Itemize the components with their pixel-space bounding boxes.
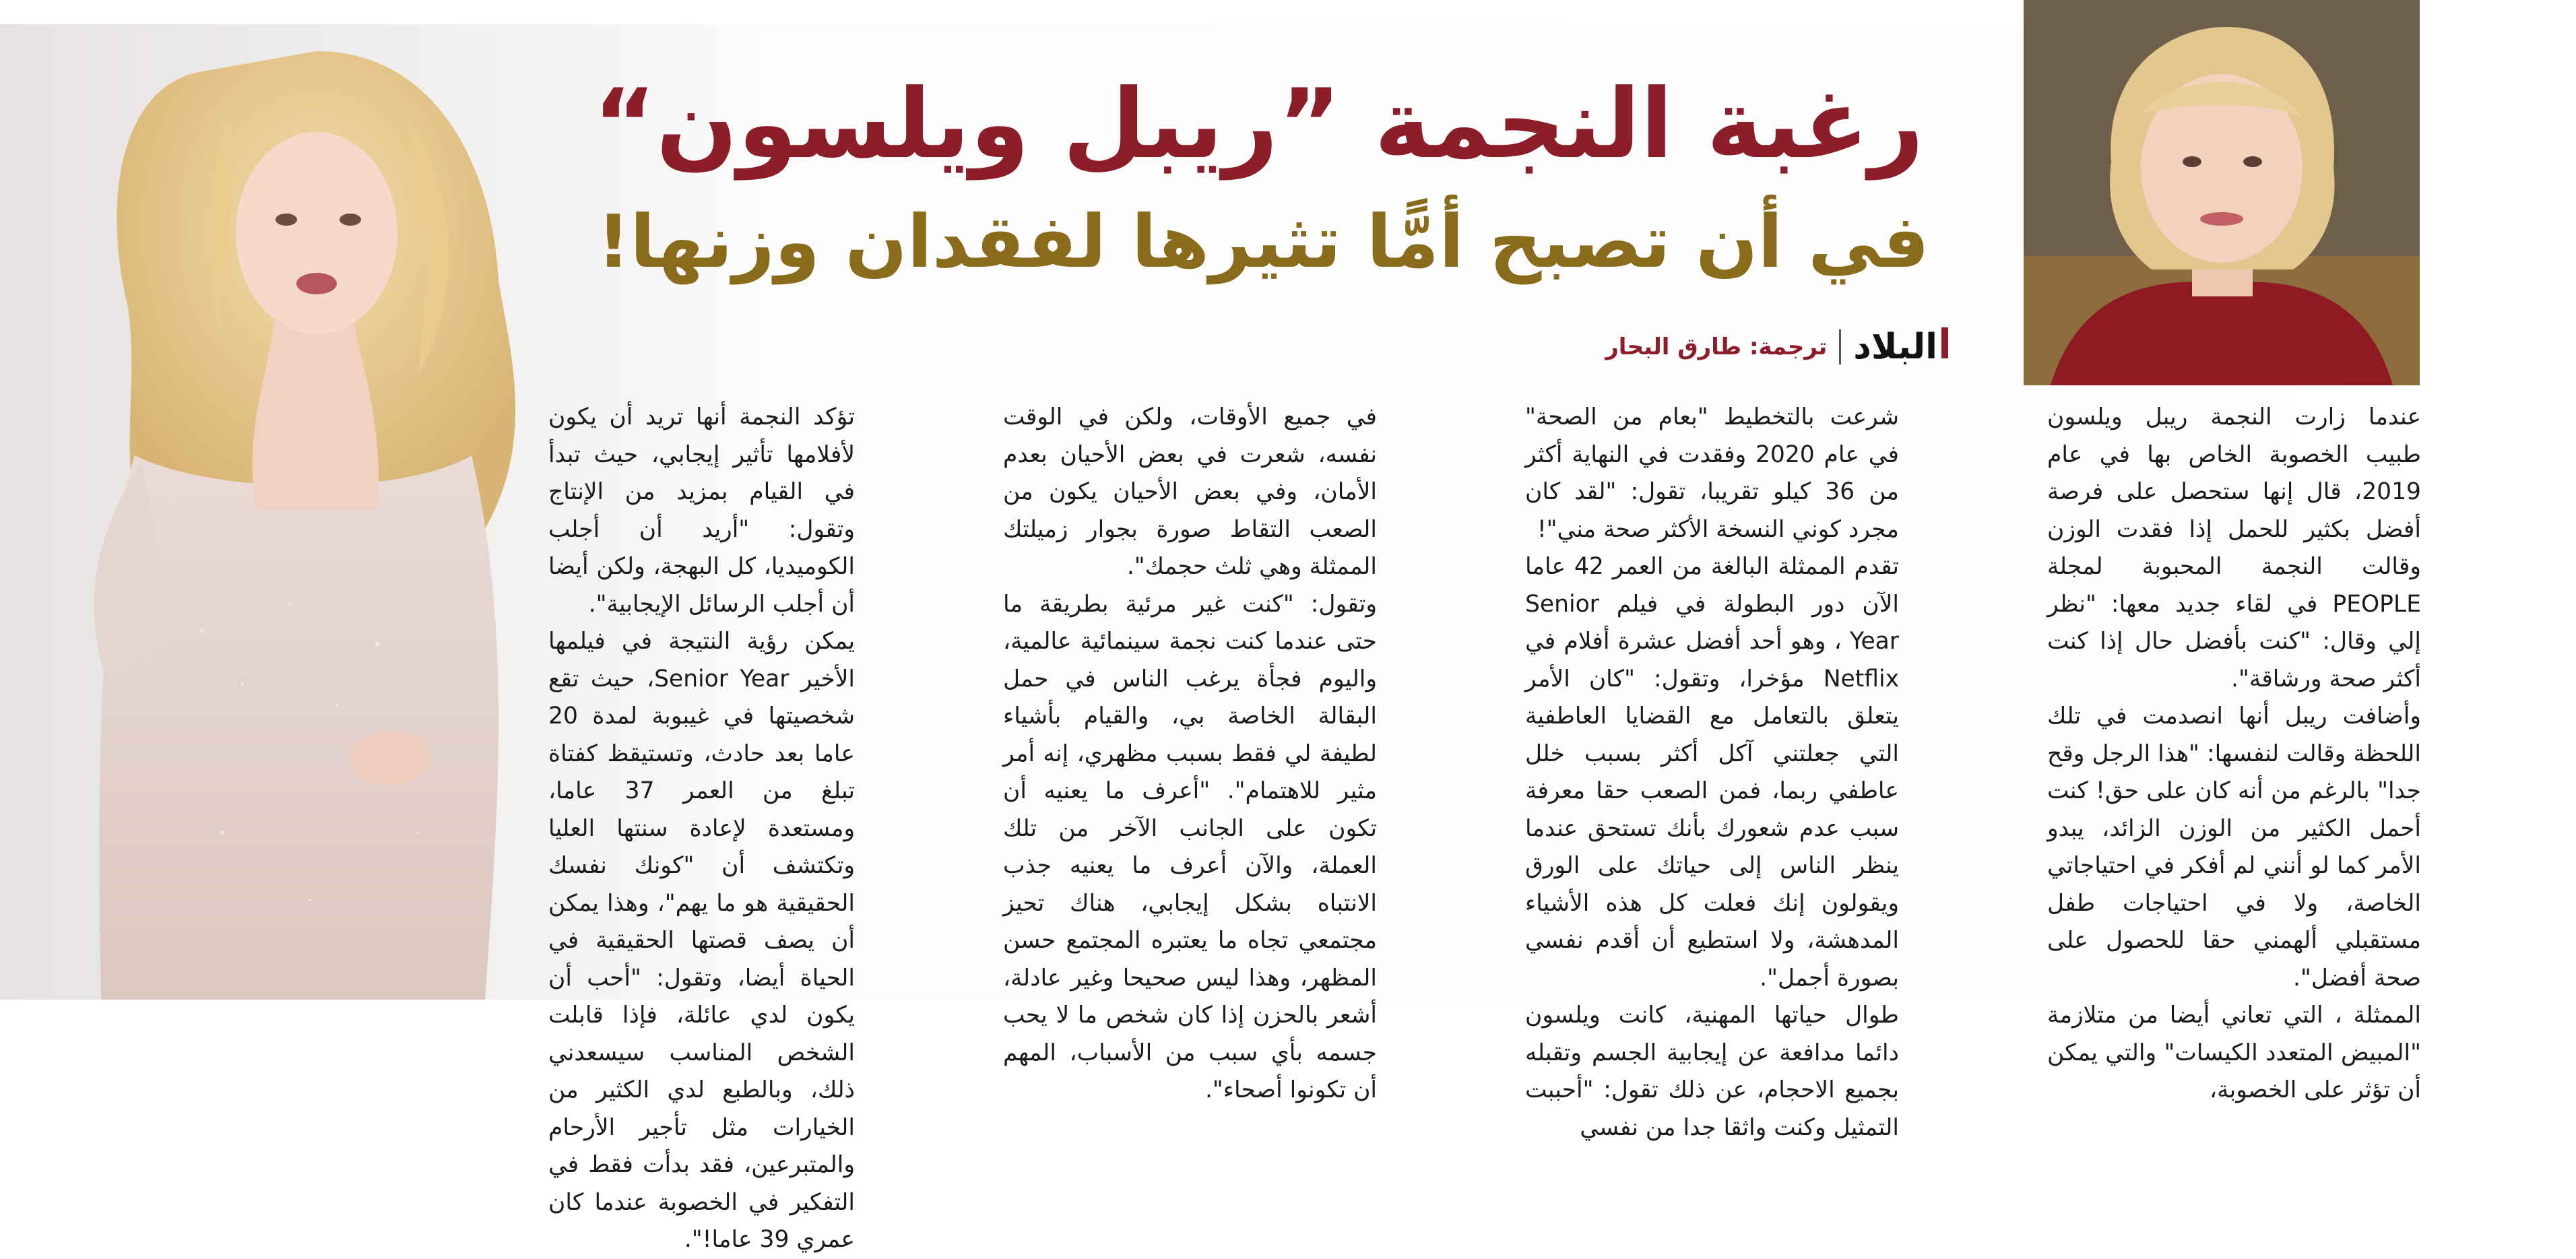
article-column-1: [2047, 399, 2421, 1103]
brand-logo: [1853, 327, 1948, 367]
paragraph: طوال حياتها المهنية، كانت ويلسون دائما مدافعة عن إيجابية الجسم وتقبله بجميع الاحجام، عن ذلك تقول: "أحببت التمثيل وكنت واثقا جدا من نفسي: [1525, 1002, 1899, 1141]
paragraph: وأضافت ريبل أنها انصدمت في تلك اللحظة وقالت لنفسها: "هذا الرجل وقح جدا" بالرغم من أنه كان على حق! كنت أحمل الكثير من الوزن الزائد، يبدو الأمر كما لو أنني لم أفكر في احتياجاتي الخاصة، ولا في احتياجات طفل مستقبلي ألهمني حقا للحصول على صحة أفضل".: [2047, 703, 2421, 992]
photo-full-length: [0, 24, 549, 1000]
paragraph: شرعت بالتخطيط "بعام من الصحة" في عام 2020 وفقدت في النهاية أكثر من 36 كيلو تقريبا، تقول: "لقد كان مجرد كوني النسخة الأكثر صحة مني"!: [1525, 403, 1899, 543]
brand-mark-icon: [1941, 327, 1948, 358]
byline-divider: [1839, 329, 1841, 364]
paragraph: تؤكد النجمة أنها تريد أن يكون لأفلامها تأثير إيجابي، حيث تبدأ في القيام بمزيد من الإنتاج وتقول: "أريد أن أجلب الكوميديا، كل البهجة، ولكن أيضا أن أجلب الرسائل الإيجابية".: [548, 403, 855, 618]
brand-name: البلاد: [1853, 327, 1937, 367]
headline-line-1: رغبة النجمة ”ريبل ويلسون“: [593, 69, 1924, 180]
article-column-2: [1525, 399, 1900, 1141]
translator-credit: ترجمة: طارق البحار: [1605, 333, 1828, 360]
photo-portrait-circle: [2024, 0, 2420, 385]
paragraph: عندما زارت النجمة ريبل ويلسون طبيب الخصوبة الخاص بها في عام 2019، قال إنها ستحصل على فرصة أفضل بكثير للحمل إذا فقدت الوزن وقالت النجمة المحبوبة لمجلة PEOPLE في لقاء جديد معها: "نظر إلي وقال: "كنت بأفضل حال إذا كنت أكثر صحة ورشاقة".: [2047, 403, 2421, 692]
paragraph: يمكن رؤية النتيجة في فيلمها الأخير Senior Year، حيث تقع شخصيتها في غيبوبة لمدة 20 عاما بعد حادث، وتستيقظ كفتاة تبلغ من العمر 37 عاما، ومستعدة لإعادة سنتها العليا وتكتشف أن "كونك نفسك الحقيقية هو ما يهم"، وهذا يمكن أن يصف قصتها الحقيقية في الحياة أيضا، وتقول: "أحب أن يكون لدي عائلة، فإذا قابلت الشخص المناسب سيسعدني ذلك، وبالطبع لدي الكثير من الخيارات مثل تأجير الأرحام والمتبرعين، فقد بدأت فقط في التفكير في الخصوبة عندما كان عمري 39 عاما!".: [548, 628, 855, 1253]
paragraph: وتقول: "كنت غير مرئية بطريقة ما حتى عندما كنت نجمة سينمائية عالمية، واليوم فجأة يرغب الناس في حمل البقالة الخاصة بي، والقيام بأشياء لطيفة لي فقط بسبب مظهري، إنه أمر مثير للاهتمام". "أعرف ما يعنيه أن تكون على الجانب الآخر من تلك العملة، والآن أعرف ما يعنيه جذب الانتباه بشكل إيجابي، هناك تحيز مجتمعي تجاه ما يعتبره المجتمع حسن المظهر، وهذا ليس صحيحا وغير عادلة، أشعر بالحزن إذا كان شخص ما لا يحب جسمه بأي سبب من الأسباب، المهم أن تكونوا أصحاء".: [1003, 590, 1377, 1103]
byline: [1598, 323, 1948, 370]
article-column-3: [1003, 399, 1377, 1103]
article-column-4: [548, 399, 855, 1253]
paragraph: في جميع الأوقات، ولكن في الوقت نفسه، شعرت في بعض الأحيان بعدم الأمان، وفي بعض الأحيان يكون من الصعب التقاط صورة بجوار زميلتك الممثلة وهي ثلث حجمك".: [1003, 403, 1377, 580]
headline-line-2: في أن تصبح أمًّا تثيرها لفقدان وزنها!: [596, 200, 1929, 284]
paragraph: تقدم الممثلة البالغة من العمر 42 عاما الآن دور البطولة في فيلم Senior Year ، وهو أحد أفضل عشرة أفلام في Netflix مؤخرا، وتقول: "كان الأمر يتعلق بالتعامل مع القضايا العاطفية التي جعلتني آكل أكثر بسبب خلل عاطفي ربما، فمن الصعب حقا معرفة سبب عدم شعورك بأنك تستحق عندما ينظر الناس إلى حياتك على الورق ويقولون إنك فعلت كل هذه الأشياء المدهشة، ولا استطيع أن أقدم نفسي بصورة أجمل".: [1525, 553, 1900, 992]
paragraph: الممثلة ، التي تعاني أيضا من متلازمة "المبيض المتعدد الكيسات" والتي يمكن أن تؤثر على الخصوبة،: [2047, 1002, 2421, 1103]
